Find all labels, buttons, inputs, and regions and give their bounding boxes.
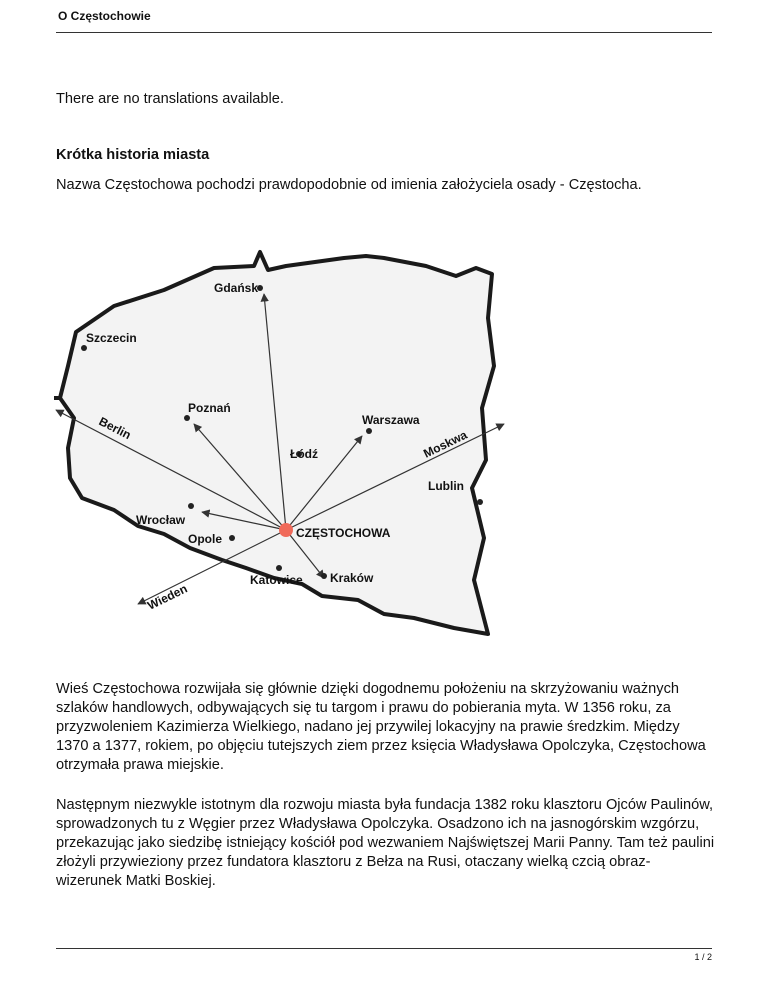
footer-divider bbox=[56, 948, 712, 949]
paragraph-history-1: Wieś Częstochowa rozwijała się głównie dzięki dogodnemu położeniu na skrzyżowaniu ważnych szlaków handlowych, odbywających się tu targom i prawu do pobierania myta. W 1356 roku, za przyzwoleniem Kazimierza Wielkiego, nadano jej przywilej lokacyjny na prawie średzkim. Między 1370 a 1377, rokiem, po objęciu tutejszych ziem przez księcia Władysława Opolczyka, Częstochowa otrzymała prawa miejskie. bbox=[56, 681, 706, 773]
label-czestochowa: CZĘSTOCHOWA bbox=[296, 526, 391, 540]
czestochowa-marker bbox=[279, 523, 293, 537]
label-lublin: Lublin bbox=[428, 479, 464, 493]
label-poznan: Poznań bbox=[188, 401, 231, 415]
poland-map bbox=[54, 248, 518, 650]
label-moskwa: Moskwa bbox=[421, 427, 470, 461]
label-gdansk: Gdańsk bbox=[214, 281, 259, 295]
paragraph-history-2: Następnym niezwykle istotnym dla rozwoju miasta była fundacja 1382 roku klasztoru Ojców Paulinów, sprowadzonych tu z Węgier przez Władysława Opolczyka. Osadzono ich na jasnogórskim wzgórzu, przekazując jako siedzibę istniejący kościół pod wezwaniem Najświętszej Marii Panny. Tam też paulini złożyli przywieziony przez fundatora klasztoru z Bełza na Rusi, otaczany wielką czcią obraz- wizerunek Matki Boskiej. bbox=[56, 797, 715, 889]
label-warszawa: Warszawa bbox=[362, 413, 420, 427]
section-heading: Krótka historia miasta bbox=[56, 147, 210, 163]
label-katowice: Katowice bbox=[250, 573, 303, 587]
label-krakow: Kraków bbox=[330, 571, 374, 585]
label-opole: Opole bbox=[188, 532, 223, 546]
label-lodz: Łódź bbox=[290, 447, 318, 461]
intro-paragraph: Nazwa Częstochowa pochodzi prawdopodobnie od imienia założyciela osady - Częstocha. bbox=[56, 177, 642, 193]
label-szczecin: Szczecin bbox=[86, 331, 137, 345]
no-translations-notice: There are no translations available. bbox=[56, 91, 284, 107]
label-wieden: Wieden bbox=[145, 581, 190, 613]
page-number: 1 / 2 bbox=[694, 952, 712, 962]
label-wroclaw: Wrocław bbox=[136, 513, 186, 527]
label-berlin: Berlin bbox=[96, 414, 134, 443]
document-title: O Częstochowie bbox=[58, 9, 151, 23]
header-divider bbox=[56, 32, 712, 33]
